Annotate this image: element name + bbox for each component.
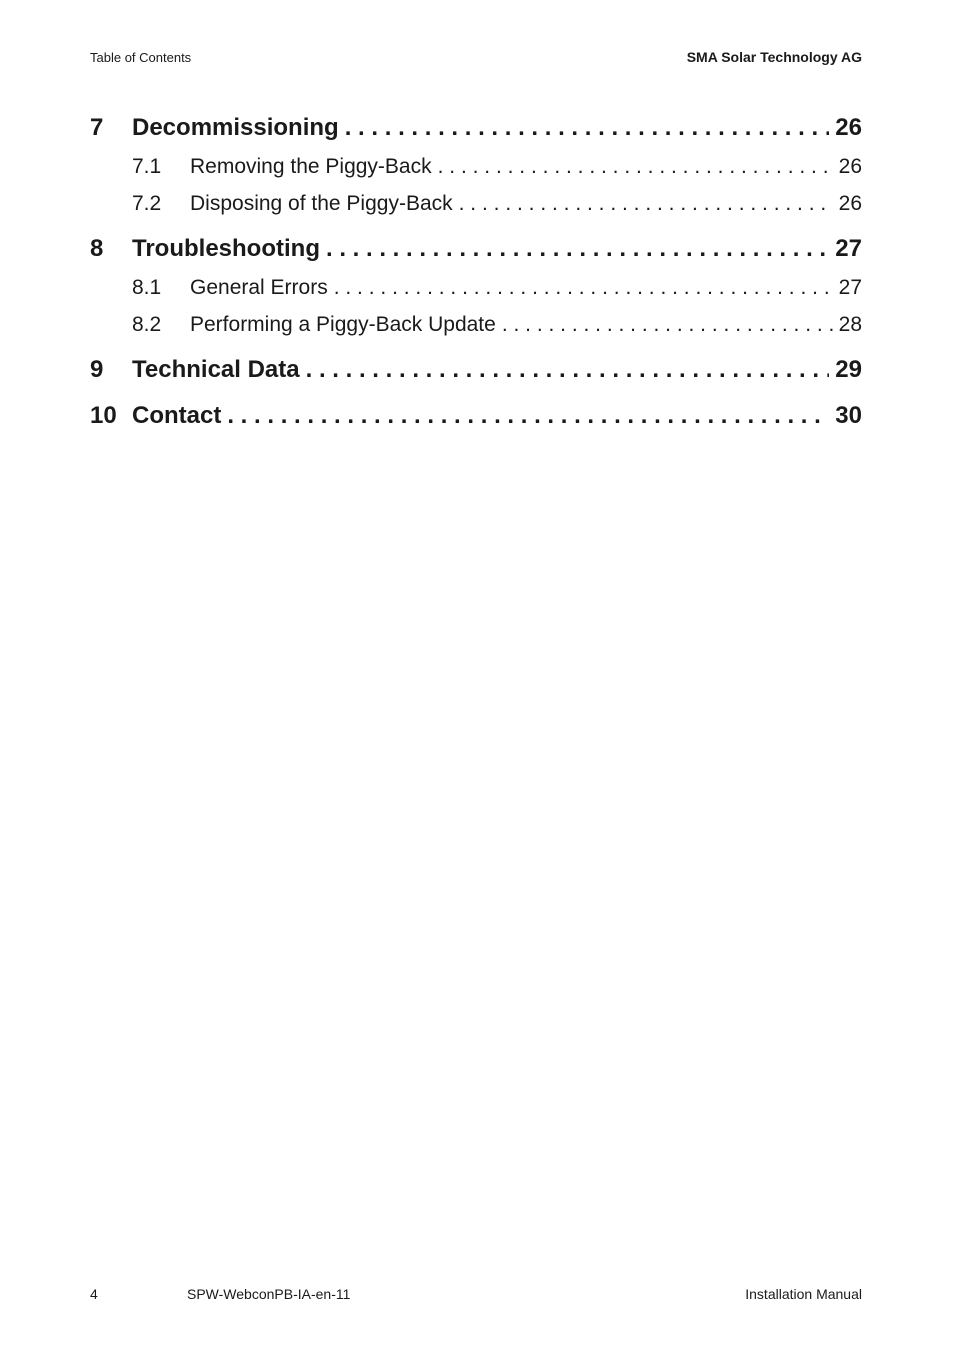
toc-number: 10 (90, 402, 117, 429)
toc-page: 30 (835, 402, 862, 429)
dot-leader (438, 148, 833, 185)
toc-number: 7 (90, 114, 104, 141)
toc-page: 26 (838, 155, 862, 178)
toc-entry-section[interactable] (90, 185, 862, 222)
toc-page: 28 (838, 313, 862, 336)
toc-title: Technical Data (132, 356, 300, 383)
toc-page: 27 (835, 235, 862, 262)
toc-number: 8 (90, 235, 104, 262)
toc-entry-section[interactable] (90, 269, 862, 306)
toc-page: 26 (838, 192, 862, 215)
dot-leader (306, 350, 830, 390)
dot-leader (334, 269, 833, 306)
dot-leader (345, 108, 830, 148)
toc-entry-section[interactable] (90, 148, 862, 185)
toc-entry-chapter[interactable] (90, 108, 862, 148)
toc-entry-chapter[interactable] (90, 396, 862, 436)
toc-number: 7.1 (132, 155, 162, 178)
toc-number: 8.2 (132, 313, 162, 336)
toc-title: Performing a Piggy-Back Update (190, 313, 496, 336)
dot-leader (326, 229, 829, 269)
running-header-section: Table of Contents (90, 50, 192, 65)
running-header-company: SMA Solar Technology AG (686, 49, 862, 65)
toc-number: 7.2 (132, 192, 162, 215)
toc-page: 26 (835, 114, 862, 141)
toc-title: General Errors (190, 276, 328, 299)
toc-entry-chapter[interactable] (90, 350, 862, 390)
toc-title: Decommissioning (132, 114, 339, 141)
toc-title: Removing the Piggy-Back (190, 155, 432, 178)
toc-number: 9 (90, 356, 104, 383)
table-of-contents (90, 108, 862, 436)
toc-page: 29 (835, 356, 862, 383)
toc-page: 27 (838, 276, 862, 299)
toc-number: 8.1 (132, 276, 162, 299)
document-type: Installation Manual (745, 1286, 862, 1302)
dot-leader (459, 185, 833, 222)
toc-entry-chapter[interactable] (90, 229, 862, 269)
document-code: SPW-WebconPB-IA-en-11 (187, 1286, 351, 1302)
toc-title: Troubleshooting (132, 235, 320, 262)
dot-leader (502, 306, 833, 343)
toc-entry-section[interactable] (90, 306, 862, 343)
toc-title: Contact (132, 402, 222, 429)
dot-leader (227, 396, 829, 436)
page-number: 4 (90, 1286, 98, 1302)
toc-title: Disposing of the Piggy-Back (190, 192, 453, 215)
